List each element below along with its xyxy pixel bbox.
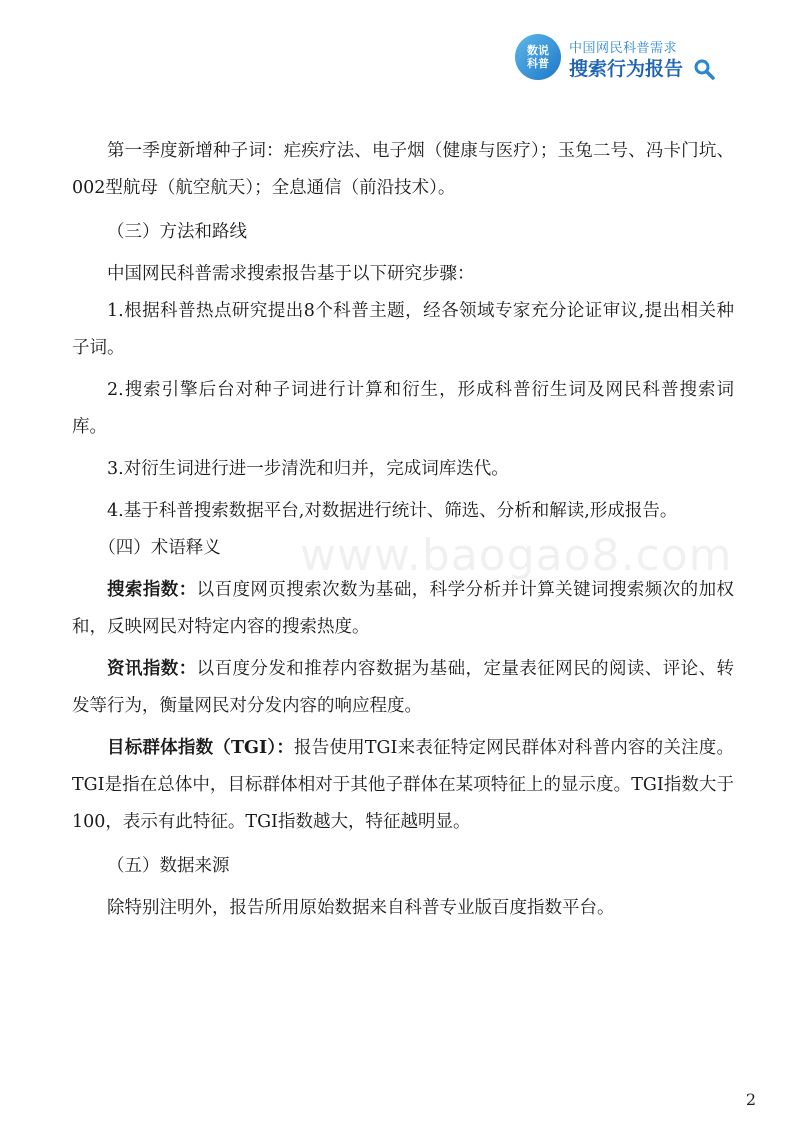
term-news-index [72,651,734,725]
term-tgi [72,730,734,841]
section5-heading: （五）数据来源 [107,856,230,876]
logo-badge [515,34,561,80]
section3-heading: （三）方法和路线 [107,222,247,242]
watermark: www.baogao8.com [300,530,733,581]
report-logo [515,34,715,84]
step-3: 3.对衍生词进行进一步清洗和归并，完成词库迭代。 [107,459,509,479]
magnifier-icon [693,58,715,80]
step-4: 4.基于科普搜索数据平台,对数据进行统计、筛选、分析和解读,形成报告。 [107,501,678,521]
section4-heading: （四）术语释义 [98,538,221,558]
section3-intro: 中国网民科普需求搜索报告基于以下研究步骤： [107,264,475,284]
seed-words-paragraph: 第一季度新增种子词：疟疾疗法、电子烟（健康与医疗）；玉兔二号、冯卡门坑、002型航母（航空航天）；全息通信（前沿技术）。 [72,141,734,198]
page-number: 2 [745,1090,756,1109]
step-2: 2.搜索引擎后台对种子词进行计算和衍生，形成科普衍生词及网民科普搜索词库。 [72,380,734,437]
term-news-index-label: 资讯指数： [107,659,197,679]
term-tgi-text: 报告使用TGI来表征特定网民群体对科普内容的关注度。TGI是指在总体中，目标群体相对于其他子群体在某项特征上的显示度。TGI指数大于100，表示有此特征。TGI指数越大，特征越明显。 [72,738,734,832]
logo-badge-top: 数说 [527,44,549,57]
data-source-text: 除特别注明外，报告所用原始数据来自科普专业版百度指数平台。 [107,898,615,918]
term-news-index-text: 以百度分发和推荐内容数据为基础，定量表征网民的阅读、评论、转发等行为，衡量网民对分发内容的响应程度。 [72,659,735,716]
step-1: 1.根据科普热点研究提出8个科普主题，经各领域专家充分论证审议,提出相关种子词。 [72,301,734,358]
term-search-index-label: 搜索指数： [107,580,197,600]
logo-badge-bottom: 科普 [527,57,549,70]
document-body [72,133,734,927]
logo-title: 搜索行为报告 [569,58,684,80]
term-search-index [72,572,734,646]
logo-subtitle: 中国网民科普需求 [569,41,678,56]
term-tgi-label: 目标群体指数（TGI）： [107,738,295,758]
term-search-index-text: 以百度网页搜索次数为基础，科学分析并计算关键词搜索频次的加权和，反映网民对特定内容的搜索热度。 [72,580,735,637]
